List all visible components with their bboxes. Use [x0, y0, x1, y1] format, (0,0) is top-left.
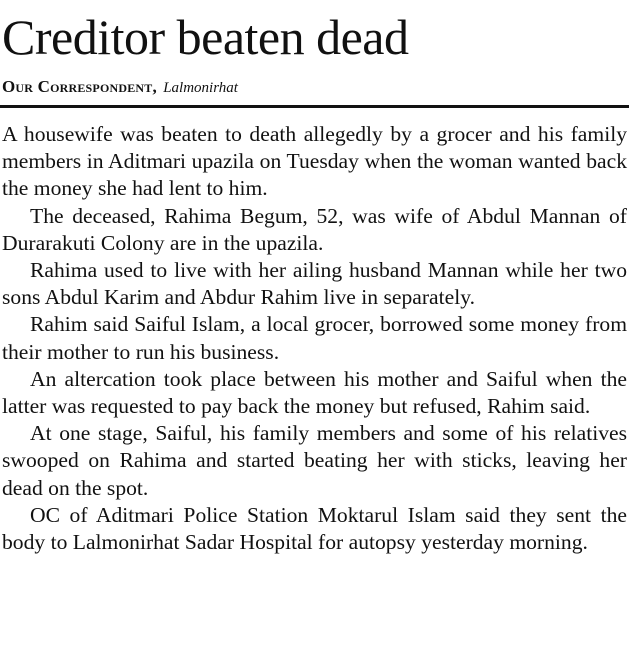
article-paragraph: A housewife was beaten to death allegedly by a grocer and his family members in Aditmari upazila on Tuesday when the woman wanted back the money she had lent to him. — [2, 122, 627, 201]
article-paragraph: At one stage, Saiful, his family members and some of his relatives swooped on Rahima and started beating her with sticks, leaving her dead on the spot. — [2, 421, 627, 500]
article-paragraph: Rahim said Saiful Islam, a local grocer, borrowed some money from their mother to run his business. — [2, 312, 627, 364]
article-body — [2, 121, 627, 556]
article-headline: Creditor beaten dead — [2, 9, 409, 65]
headline-divider — [0, 105, 629, 108]
byline-author: Our Correspondent, — [2, 77, 157, 96]
article-byline — [2, 77, 238, 98]
article-paragraph: Rahima used to live with her ailing husband Mannan while her two sons Abdul Karim and Abdur Rahim live in separately. — [2, 258, 627, 310]
byline-location: Lalmonirhat — [163, 80, 238, 96]
article-paragraph: An altercation took place between his mother and Saiful when the latter was requested to pay back the money but refused, Rahim said. — [2, 366, 627, 419]
article-paragraph: The deceased, Rahima Begum, 52, was wife of Abdul Mannan of Durarakuti Colony are in the upazila. — [2, 203, 627, 255]
article-paragraph: OC of Aditmari Police Station Moktarul Islam said they sent the body to Lalmonirhat Sadar Hospital for autopsy yesterday morning. — [2, 502, 627, 555]
